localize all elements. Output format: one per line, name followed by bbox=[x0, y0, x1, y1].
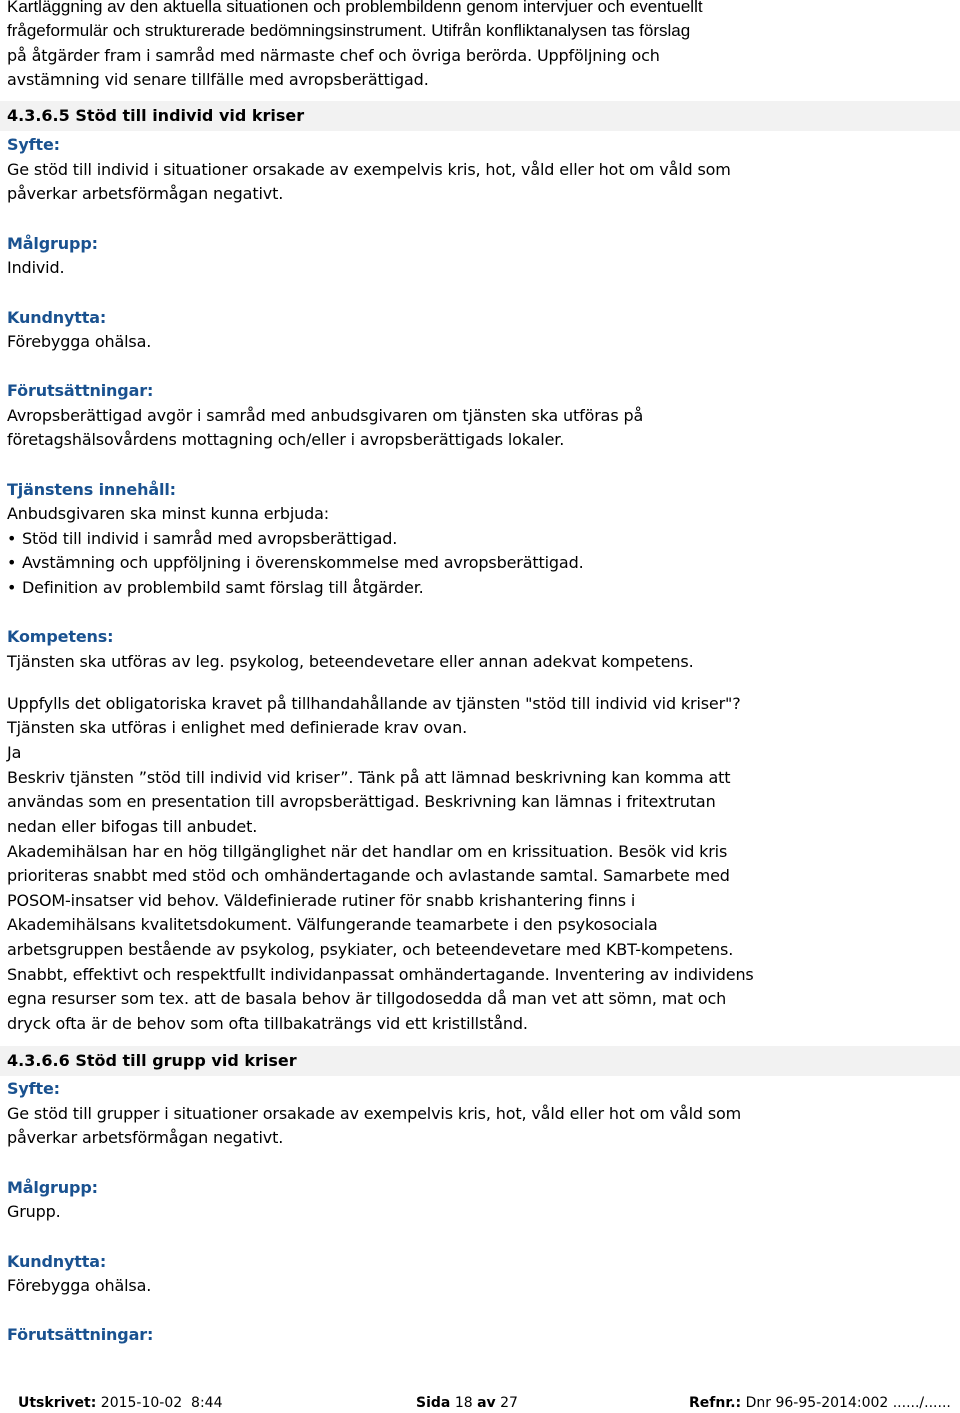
ref-value: Dnr 96-95-2014:002 ....../...... bbox=[745, 1395, 951, 1411]
requirement-question: Uppfylls det obligatoriska kravet på tillhandahållande av tjänsten "stöd till individ vid kriser"? bbox=[7, 694, 741, 713]
forutsattningar-text: Avropsberättigad avgör i samråd med anbudsgivaren om tjänsten ska utföras på bbox=[7, 406, 644, 425]
response-text: arbetsgruppen bestående av psykolog, psykiater, och beteendevetare med KBT-kompetens. bbox=[7, 940, 734, 959]
innehall-label: Tjänstens innehåll: bbox=[7, 480, 176, 499]
syfte-label: Syfte: bbox=[7, 1079, 60, 1098]
innehall-intro: Anbudsgivaren ska minst kunna erbjuda: bbox=[7, 504, 330, 523]
innehall-bullet: • Definition av problembild samt förslag till åtgärder. bbox=[7, 576, 424, 600]
section-heading: 4.3.6.5 Stöd till individ vid kriser bbox=[7, 106, 305, 125]
malgrupp-value: Grupp. bbox=[7, 1202, 61, 1221]
footer-printed bbox=[18, 1393, 222, 1413]
kundnytta-value: Förebygga ohälsa. bbox=[7, 332, 152, 351]
kundnytta-value: Förebygga ohälsa. bbox=[7, 1276, 152, 1295]
describe-instruction: nedan eller bifogas till anbudet. bbox=[7, 817, 258, 836]
kundnytta-label: Kundnytta: bbox=[7, 1252, 107, 1271]
printed-value: 2015-10-02 8:44 bbox=[100, 1395, 223, 1411]
page-label: Sida bbox=[416, 1395, 451, 1411]
describe-instruction: Beskriv tjänsten ”stöd till individ vid kriser”. Tänk på att lämnad beskrivning kan komma att bbox=[7, 768, 731, 787]
response-text: egna resurser som tex. att de basala behov är tillgodosedda då man vet att sömn, mat och bbox=[7, 989, 727, 1008]
response-text: Snabbt, effektivt och respektfullt individanpassat omhändertagande. Inventering av individens bbox=[7, 965, 754, 984]
forutsattningar-text: företagshälsovårdens mottagning och/eller i avropsberättigads lokaler. bbox=[7, 430, 565, 449]
response-text: Akademihälsan har en hög tillgänglighet när det handlar om en krissituation. Besök vid kris bbox=[7, 842, 728, 861]
intro-line: på åtgärder fram i samråd med närmaste chef och övriga berörda. Uppföljning och bbox=[7, 46, 660, 65]
section-heading: 4.3.6.6 Stöd till grupp vid kriser bbox=[7, 1051, 297, 1070]
syfte-label: Syfte: bbox=[7, 135, 60, 154]
syfte-text: Ge stöd till grupper i situationer orsakade av exempelvis kris, hot, våld eller hot om våld som bbox=[7, 1104, 742, 1123]
innehall-bullet: • Stöd till individ i samråd med avropsberättigad. bbox=[7, 527, 397, 551]
page-total: 27 bbox=[500, 1395, 518, 1411]
page-value: 18 bbox=[454, 1395, 473, 1411]
ref-label: Refnr.: bbox=[689, 1395, 742, 1411]
intro-line: frågeformulär och strukturerade bedömningsinstrument. Utifrån konfliktanalysen tas förslag bbox=[7, 21, 691, 40]
intro-line: avstämning vid senare tillfälle med avropsberättigad. bbox=[7, 70, 429, 89]
footer-page-number bbox=[416, 1393, 518, 1413]
innehall-bullet: • Avstämning och uppföljning i överenskommelse med avropsberättigad. bbox=[7, 551, 584, 575]
response-text: prioriteras snabbt med stöd och omhändertagande och avlastande samtal. Samarbete med bbox=[7, 866, 730, 885]
kompetens-value: Tjänsten ska utföras av leg. psykolog, beteendevetare eller annan adekvat kompetens. bbox=[7, 652, 694, 671]
response-text: dryck ofta är de behov som ofta tillbakaträngs vid ett kristillstånd. bbox=[7, 1014, 528, 1033]
syfte-text: påverkar arbetsförmågan negativt. bbox=[7, 184, 284, 203]
printed-label: Utskrivet: bbox=[18, 1395, 97, 1411]
malgrupp-label: Målgrupp: bbox=[7, 1178, 98, 1197]
intro-line: Kartläggning av den aktuella situationen och problembildenn genom intervjuer och eventuellt bbox=[7, 0, 703, 16]
forutsattningar-label: Förutsättningar: bbox=[7, 1325, 154, 1344]
page-of: av bbox=[477, 1395, 496, 1411]
syfte-text: Ge stöd till individ i situationer orsakade av exempelvis kris, hot, våld eller hot om våld som bbox=[7, 160, 731, 179]
kompetens-label: Kompetens: bbox=[7, 627, 114, 646]
forutsattningar-label: Förutsättningar: bbox=[7, 381, 154, 400]
syfte-text: påverkar arbetsförmågan negativt. bbox=[7, 1128, 284, 1147]
response-text: Akademihälsans kvalitetsdokument. Välfungerande teamarbete i den psykosociala bbox=[7, 915, 658, 934]
requirement-question: Tjänsten ska utföras i enlighet med definierade krav ovan. bbox=[7, 718, 468, 737]
kundnytta-label: Kundnytta: bbox=[7, 308, 107, 327]
describe-instruction: användas som en presentation till avropsberättigad. Beskrivning kan lämnas i fritextrutan bbox=[7, 792, 716, 811]
malgrupp-value: Individ. bbox=[7, 258, 65, 277]
requirement-answer: Ja bbox=[7, 743, 22, 762]
malgrupp-label: Målgrupp: bbox=[7, 234, 98, 253]
footer-reference bbox=[689, 1393, 951, 1413]
response-text: POSOM-insatser vid behov. Väldefinierade rutiner för snabb krishantering finns i bbox=[7, 891, 636, 910]
